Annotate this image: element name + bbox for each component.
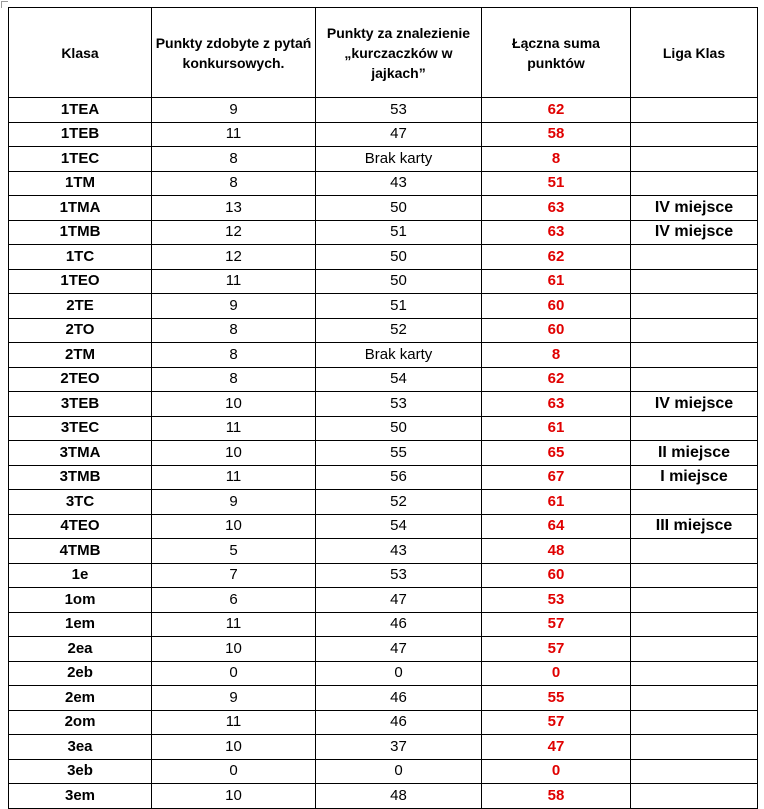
table-row (9, 196, 758, 221)
cell-suma: 58 (482, 122, 631, 147)
cell-suma: 60 (482, 563, 631, 588)
cell-klasa: 1TEC (9, 147, 152, 172)
table-row (9, 637, 758, 662)
cell-pytania: 12 (152, 220, 316, 245)
table-row (9, 539, 758, 564)
cell-kurczaczki: 53 (316, 392, 482, 417)
cell-klasa: 2eb (9, 661, 152, 686)
table-row (9, 441, 758, 466)
cell-pytania: 8 (152, 318, 316, 343)
cell-kurczaczki: 50 (316, 416, 482, 441)
cell-pytania: 11 (152, 416, 316, 441)
table-row (9, 269, 758, 294)
table-row (9, 661, 758, 686)
cell-liga: IV miejsce (631, 196, 758, 221)
cell-liga: IV miejsce (631, 392, 758, 417)
table-row (9, 367, 758, 392)
header-liga: Liga Klas (631, 8, 758, 98)
cell-pytania: 10 (152, 637, 316, 662)
cell-klasa: 1TM (9, 171, 152, 196)
cell-klasa: 4TEO (9, 514, 152, 539)
cell-klasa: 2TE (9, 294, 152, 319)
cell-kurczaczki: 47 (316, 637, 482, 662)
cell-klasa: 4TMB (9, 539, 152, 564)
cell-liga (631, 122, 758, 147)
table-edge-mark (757, 264, 758, 284)
cell-suma: 48 (482, 539, 631, 564)
cell-pytania: 10 (152, 514, 316, 539)
cell-kurczaczki: 50 (316, 245, 482, 270)
cell-liga (631, 710, 758, 735)
cell-pytania: 11 (152, 269, 316, 294)
cell-klasa: 1TEA (9, 98, 152, 123)
cell-pytania: 12 (152, 245, 316, 270)
cell-pytania: 0 (152, 661, 316, 686)
cell-kurczaczki: 53 (316, 98, 482, 123)
cell-klasa: 1TEB (9, 122, 152, 147)
table-header (9, 8, 758, 98)
table-row (9, 588, 758, 613)
cell-liga (631, 759, 758, 784)
cell-liga (631, 98, 758, 123)
cell-suma: 0 (482, 759, 631, 784)
table-body (9, 98, 758, 809)
cell-liga: II miejsce (631, 441, 758, 466)
cell-liga (631, 343, 758, 368)
cell-pytania: 9 (152, 490, 316, 515)
cell-liga (631, 416, 758, 441)
cell-klasa: 3TMA (9, 441, 152, 466)
table-row (9, 612, 758, 637)
cell-pytania: 11 (152, 465, 316, 490)
cell-suma: 63 (482, 392, 631, 417)
cell-liga (631, 367, 758, 392)
cell-pytania: 8 (152, 367, 316, 392)
cell-suma: 62 (482, 367, 631, 392)
cell-pytania: 11 (152, 122, 316, 147)
cell-kurczaczki: Brak karty (316, 147, 482, 172)
cell-kurczaczki: 46 (316, 710, 482, 735)
table-row (9, 171, 758, 196)
cell-suma: 58 (482, 784, 631, 809)
cell-pytania: 6 (152, 588, 316, 613)
cell-suma: 57 (482, 612, 631, 637)
cell-liga (631, 735, 758, 760)
cell-suma: 65 (482, 441, 631, 466)
cell-klasa: 3em (9, 784, 152, 809)
cell-suma: 61 (482, 416, 631, 441)
cell-liga (631, 294, 758, 319)
cell-kurczaczki: 54 (316, 514, 482, 539)
header-row (9, 8, 758, 98)
cell-klasa: 3TEB (9, 392, 152, 417)
cell-kurczaczki: 46 (316, 612, 482, 637)
cell-klasa: 3TC (9, 490, 152, 515)
cell-kurczaczki: 43 (316, 539, 482, 564)
cell-liga: I miejsce (631, 465, 758, 490)
cell-kurczaczki: 37 (316, 735, 482, 760)
cell-suma: 67 (482, 465, 631, 490)
cell-kurczaczki: 46 (316, 686, 482, 711)
table-row (9, 710, 758, 735)
cell-pytania: 5 (152, 539, 316, 564)
cell-liga: IV miejsce (631, 220, 758, 245)
cell-klasa: 2TO (9, 318, 152, 343)
header-kurczaczki: Punkty za znalezienie „kurczaczków w jajkach” (316, 8, 482, 98)
cell-liga (631, 171, 758, 196)
table-row (9, 147, 758, 172)
cell-suma: 0 (482, 661, 631, 686)
table-row (9, 416, 758, 441)
cell-kurczaczki: 0 (316, 759, 482, 784)
cell-pytania: 8 (152, 171, 316, 196)
table-row (9, 735, 758, 760)
cell-liga (631, 661, 758, 686)
cell-liga (631, 588, 758, 613)
cell-liga (631, 539, 758, 564)
cell-liga (631, 245, 758, 270)
cell-suma: 62 (482, 98, 631, 123)
table-row (9, 245, 758, 270)
cell-suma: 63 (482, 196, 631, 221)
cell-klasa: 1TEO (9, 269, 152, 294)
cell-suma: 60 (482, 318, 631, 343)
header-klasa: Klasa (9, 8, 152, 98)
cell-liga (631, 318, 758, 343)
cell-klasa: 2TM (9, 343, 152, 368)
cell-klasa: 1TMA (9, 196, 152, 221)
table-row (9, 98, 758, 123)
cell-klasa: 1TMB (9, 220, 152, 245)
cell-klasa: 2TEO (9, 367, 152, 392)
cell-suma: 55 (482, 686, 631, 711)
cell-kurczaczki: 43 (316, 171, 482, 196)
cell-suma: 64 (482, 514, 631, 539)
table-row (9, 784, 758, 809)
cell-kurczaczki: 56 (316, 465, 482, 490)
cell-suma: 47 (482, 735, 631, 760)
cell-suma: 61 (482, 269, 631, 294)
cell-liga (631, 147, 758, 172)
cell-kurczaczki: 51 (316, 294, 482, 319)
cell-pytania: 9 (152, 294, 316, 319)
cell-pytania: 10 (152, 735, 316, 760)
cell-liga (631, 269, 758, 294)
cell-kurczaczki: 55 (316, 441, 482, 466)
cell-pytania: 10 (152, 441, 316, 466)
cell-kurczaczki: 47 (316, 122, 482, 147)
cell-klasa: 1om (9, 588, 152, 613)
cell-suma: 57 (482, 710, 631, 735)
cell-kurczaczki: 50 (316, 196, 482, 221)
cell-suma: 8 (482, 343, 631, 368)
cell-kurczaczki: 0 (316, 661, 482, 686)
cell-kurczaczki: 47 (316, 588, 482, 613)
cell-klasa: 2em (9, 686, 152, 711)
table-row (9, 220, 758, 245)
cell-kurczaczki: 52 (316, 490, 482, 515)
cell-suma: 60 (482, 294, 631, 319)
cell-klasa: 2om (9, 710, 152, 735)
table-row (9, 465, 758, 490)
header-pytania: Punkty zdobyte z pytań konkursowych. (152, 8, 316, 98)
cell-pytania: 9 (152, 686, 316, 711)
cell-suma: 62 (482, 245, 631, 270)
table-row (9, 514, 758, 539)
cell-klasa: 1TC (9, 245, 152, 270)
cell-klasa: 2ea (9, 637, 152, 662)
cell-pytania: 10 (152, 784, 316, 809)
cell-pytania: 9 (152, 98, 316, 123)
cell-klasa: 1e (9, 563, 152, 588)
cell-klasa: 3ea (9, 735, 152, 760)
cell-liga (631, 686, 758, 711)
cell-pytania: 11 (152, 710, 316, 735)
cell-suma: 53 (482, 588, 631, 613)
cell-kurczaczki: 52 (316, 318, 482, 343)
cell-klasa: 1em (9, 612, 152, 637)
cell-pytania: 8 (152, 343, 316, 368)
cell-pytania: 13 (152, 196, 316, 221)
table-row (9, 343, 758, 368)
table-row (9, 759, 758, 784)
cell-pytania: 8 (152, 147, 316, 172)
table-row (9, 318, 758, 343)
cell-klasa: 3eb (9, 759, 152, 784)
cell-kurczaczki: 53 (316, 563, 482, 588)
cell-klasa: 3TEC (9, 416, 152, 441)
table-row (9, 490, 758, 515)
cell-liga (631, 784, 758, 809)
table-row (9, 392, 758, 417)
cell-suma: 51 (482, 171, 631, 196)
cell-liga (631, 563, 758, 588)
cell-kurczaczki: Brak karty (316, 343, 482, 368)
cell-kurczaczki: 48 (316, 784, 482, 809)
cell-suma: 61 (482, 490, 631, 515)
cell-pytania: 7 (152, 563, 316, 588)
cell-liga: III miejsce (631, 514, 758, 539)
cell-pytania: 11 (152, 612, 316, 637)
cell-klasa: 3TMB (9, 465, 152, 490)
cell-pytania: 0 (152, 759, 316, 784)
table-row (9, 122, 758, 147)
cell-pytania: 10 (152, 392, 316, 417)
cell-suma: 8 (482, 147, 631, 172)
header-suma: Łączna suma punktów (482, 8, 631, 98)
table-row (9, 294, 758, 319)
corner-mark (1, 1, 8, 8)
results-table (8, 7, 758, 809)
cell-suma: 57 (482, 637, 631, 662)
cell-liga (631, 490, 758, 515)
cell-kurczaczki: 54 (316, 367, 482, 392)
cell-kurczaczki: 50 (316, 269, 482, 294)
cell-liga (631, 637, 758, 662)
table-row (9, 563, 758, 588)
table-row (9, 686, 758, 711)
cell-kurczaczki: 51 (316, 220, 482, 245)
cell-suma: 63 (482, 220, 631, 245)
cell-liga (631, 612, 758, 637)
